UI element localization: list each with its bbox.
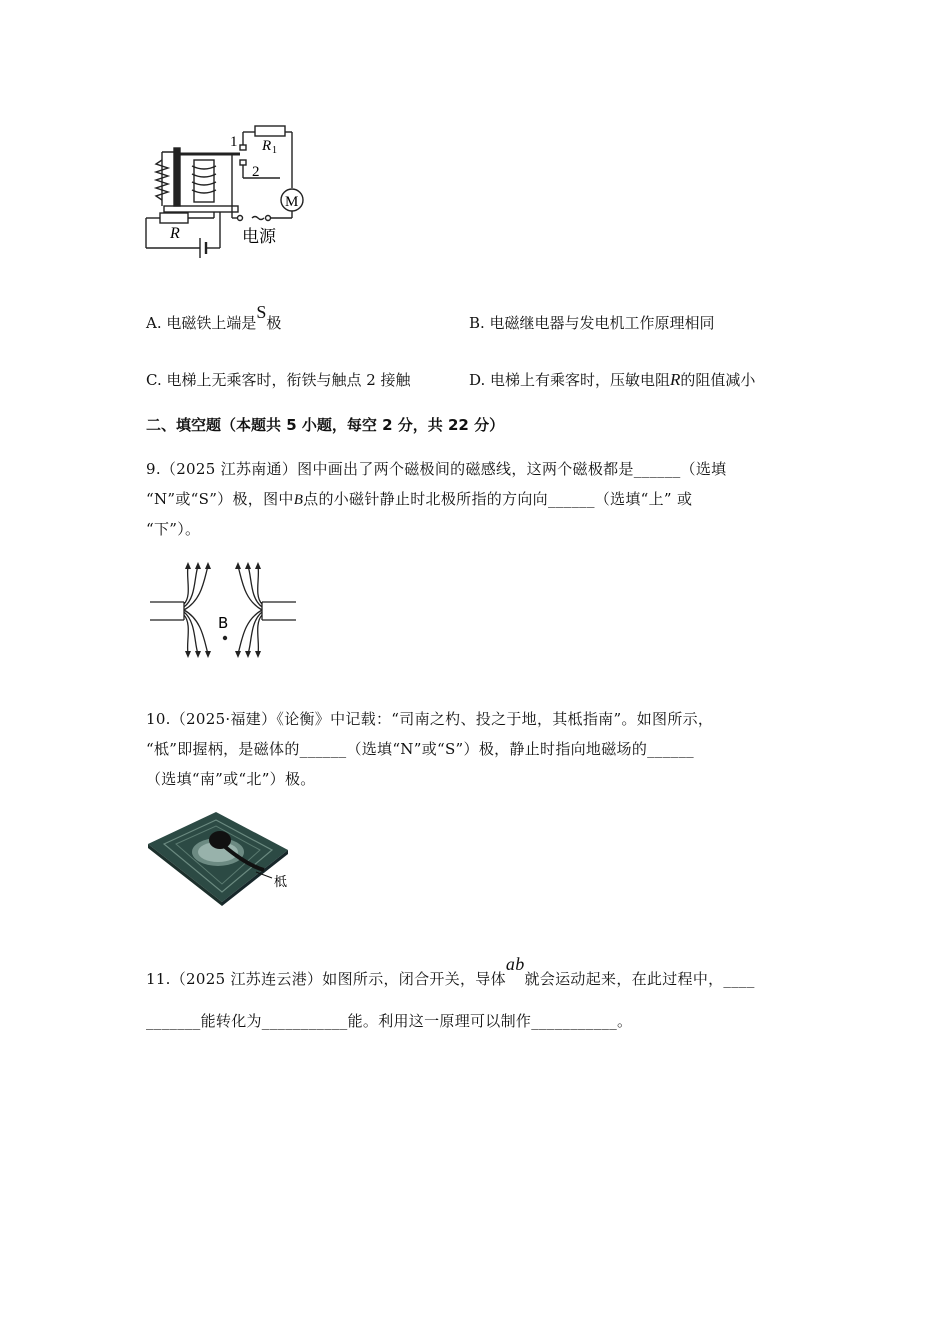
q9-var-b: B	[293, 492, 304, 508]
relay-circuit-figure	[140, 120, 320, 270]
q10-line3: （选填“南”或“北”）极。	[146, 770, 316, 788]
q9-line2-a: “N”或“S”）极，图中	[146, 490, 294, 508]
q9-line1: 9.（2025 江苏南通）图中画出了两个磁极间的磁感线，这两个磁极都是______（选填	[146, 460, 727, 478]
option-c: C. 电梯上无乘客时，衔铁与触点 2 接触	[146, 371, 411, 389]
q9-line2-b: 点的小磁针静止时北极所指的方向向______（选填“上” 或	[303, 490, 693, 508]
option-a-suffix: 极	[266, 314, 282, 332]
q9-line3: “下”）。	[146, 520, 201, 538]
option-a-text: A. 电磁铁上端是	[146, 314, 257, 332]
magnetic-field-figure	[148, 560, 298, 660]
q10-line1: 10.（2025·福建）《论衡》中记载：“司南之杓、投之于地，其柢指南”。如图所示，	[146, 710, 714, 728]
option-d-suffix: 的阻值减小	[680, 371, 756, 389]
sinan-compass-figure	[146, 806, 296, 906]
q11-line1-a: 11.（2025 江苏连云港）如图所示，闭合开关，导体	[146, 970, 506, 988]
r1-label: R	[262, 138, 272, 154]
section-heading: 二、填空题（本题共 5 小题，每空 2 分，共 22 分）	[146, 416, 505, 434]
contact-2-label: 2	[252, 164, 260, 180]
motor-label: M	[285, 194, 299, 210]
q11-line1-b: 就会运动起来，在此过程中，____	[524, 970, 755, 988]
option-d	[469, 369, 755, 390]
option-b: B. 电磁继电器与发电机工作原理相同	[469, 314, 715, 332]
option-d-var: R	[670, 370, 681, 389]
r-label: R	[170, 225, 180, 242]
q11-line2: _______能转化为___________能。利用这一原理可以制作___________。	[146, 1012, 633, 1030]
contact-1-label: 1	[230, 134, 238, 150]
q11-var-ab: ab	[505, 954, 525, 974]
q10-line2: “柢”即握柄，是磁体的______（选填“N”或“S”）极，静止时指向地磁场的______	[146, 740, 694, 758]
option-a	[146, 302, 282, 333]
q9-line2	[146, 488, 692, 509]
point-b-label: B	[218, 614, 229, 632]
option-d-text: D. 电梯上有乘客时，压敏电阻	[469, 371, 671, 389]
handle-label: 柢	[274, 875, 288, 890]
q11-line1	[146, 954, 755, 989]
option-a-pole: S	[256, 302, 267, 322]
r1-subscript: 1	[272, 145, 277, 156]
power-source-label: 电源	[242, 227, 276, 247]
